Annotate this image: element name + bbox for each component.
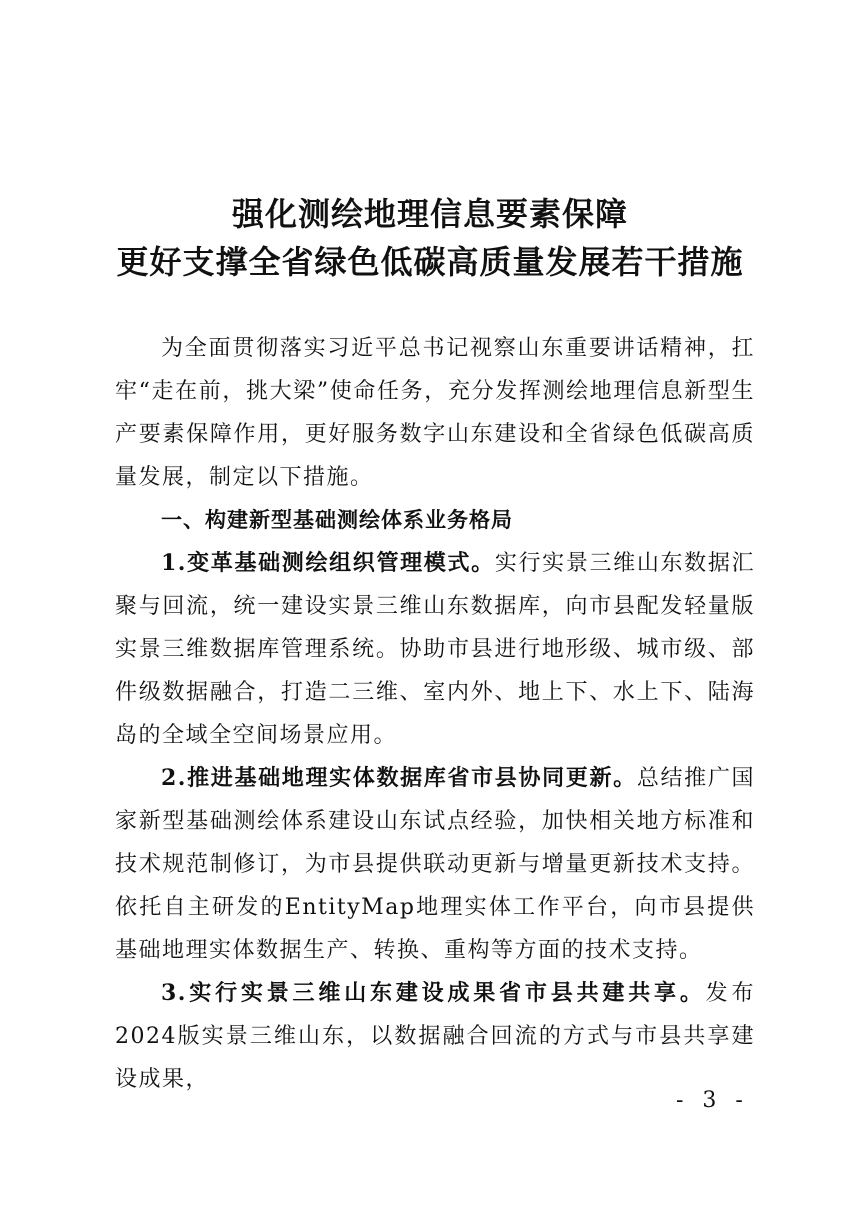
document-title	[0, 190, 860, 286]
title-line-2: 更好支撑全省绿色低碳高质量发展若干措施	[116, 243, 744, 281]
measure-2-text: 总结推广国家新型基础测绘体系建设山东试点经验，加快相关地方标准和技术规范制修订，为市县提供联动更新与增量更新技术支持。依托自主研发的EntityMap地理实体工作平台，向市县提供基础地理实体数据生产、转换、重构等方面的技术支持。	[115, 766, 755, 963]
measure-paragraph-1	[115, 542, 755, 757]
measure-paragraph-2	[115, 757, 755, 972]
measure-1-text: 实行实景三维山东数据汇聚与回流，统一建设实景三维山东数据库，向市县配发轻量版实景三维数据库管理系统。协助市县进行地形级、城市级、部件级数据融合，打造二三维、室内外、地上下、水上下、陆海岛的全域全空间场景应用。	[115, 551, 755, 748]
document-body	[115, 327, 755, 1101]
intro-paragraph: 为全面贯彻落实习近平总书记视察山东重要讲话精神，扛牢“走在前，挑大梁”使命任务，充分发挥测绘地理信息新型生产要素保障作用，更好服务数字山东建设和全省绿色低碳高质量发展，制定以下措施。	[115, 336, 755, 490]
title-line-1: 强化测绘地理信息要素保障	[231, 195, 628, 233]
measure-1-lead: 1.变革基础测绘组织管理模式。	[161, 550, 495, 576]
page-number: - 3 -	[676, 1088, 749, 1113]
measure-3-text: 发布2024版实景三维山东，以数据融合回流的方式与市县共享建设成果，	[115, 981, 755, 1092]
measure-2-lead: 2.推进基础地理实体数据库省市县协同更新。	[161, 765, 637, 791]
section-heading-1: 一、构建新型基础测绘体系业务格局	[161, 508, 513, 532]
measure-3-lead: 3.实行实景三维山东建设成果省市县共建共享。	[161, 980, 706, 1006]
measure-paragraph-3	[115, 972, 755, 1101]
